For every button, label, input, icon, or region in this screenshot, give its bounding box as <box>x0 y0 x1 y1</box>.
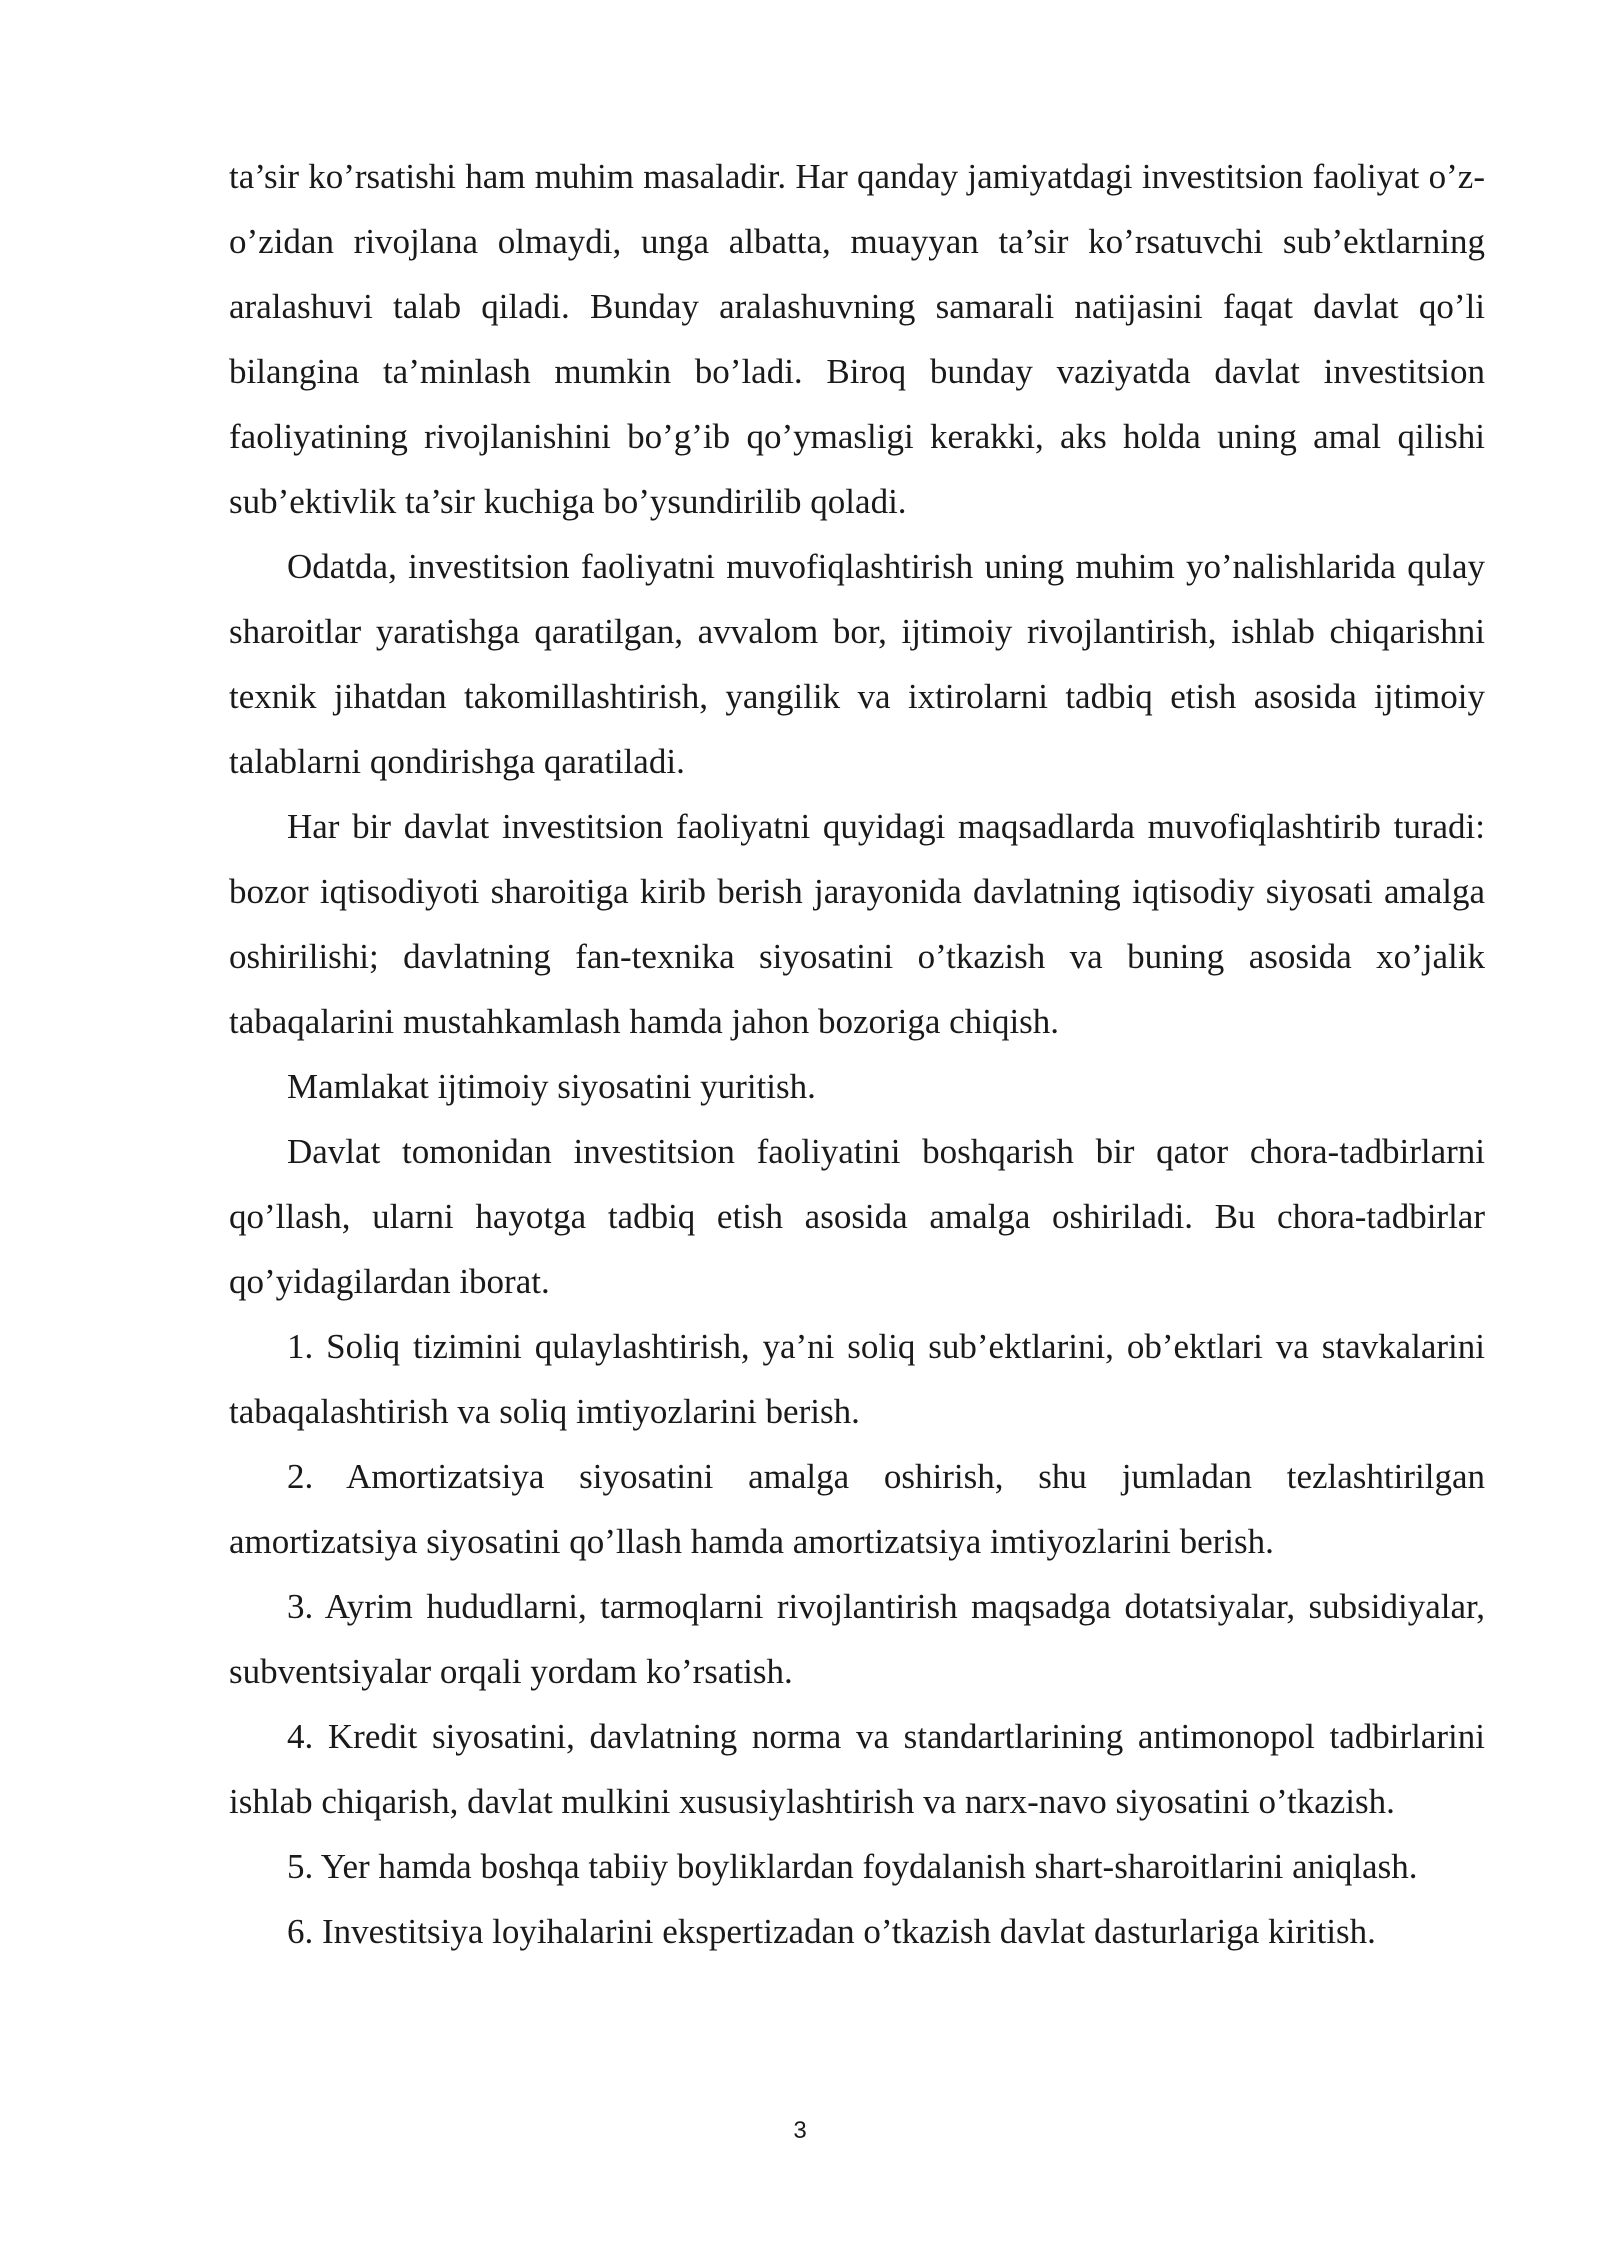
document-body <box>229 144 1485 1964</box>
list-item-tax: 1. Soliq tizimini qulaylashtirish, ya’ni soliq sub’ektlarini, ob’ektlari va stavkalarini tabaqalashtirish va soliq imtiyozlarini berish. <box>229 1327 1485 1431</box>
page-number: 3 <box>793 2117 807 2144</box>
list-item-credit-policy: 4. Kredit siyosatini, davlatning norma va standartlarining antimonopol tadbirlarini ishlab chiqarish, davlat mulkini xususiylashtirish va narx-navo siyosatini o’tkazish. <box>229 1717 1485 1821</box>
list-item-natural-resources: 5. Yer hamda boshqa tabiiy boyliklardan foydalanish shart-sharoitlarini aniqlash. <box>287 1847 1418 1886</box>
list-item-amortization: 2. Amortizatsiya siyosatini amalga oshirish, shu jumladan tezlashtirilgan amortizatsiya siyosatini qo’llash hamda amortizatsiya imtiyozlarini berish. <box>229 1457 1485 1561</box>
paragraph-continuation: ta’sir ko’rsatishi ham muhim masaladir. Har qanday jamiyatdagi investitsion faoliyat o’z-o’zidan rivojlana olmaydi, unga albatta, muayyan ta’sir ko’rsatuvchi sub’ektlarning aralashuvi talab qiladi. Bunday aralashuvning samarali natijasini faqat davlat qo’li bilangina ta’minlash mumkin bo’ladi. Biroq bunday vaziyatda davlat investitsion faoliyatining rivojlanishini bo’g’ib qo’ymasligi kerakki, aks holda uning amal qilishi sub’ektivlik ta’sir kuchiga bo’ysundirilib qoladi. <box>229 157 1485 521</box>
paragraph-measures-intro: Davlat tomonidan investitsion faoliyatini boshqarish bir qator chora-tadbirlarni qo’llash, ularni hayotga tadbiq etish asosida amalga oshiriladi. Bu chora-tadbirlar qo’yidagilardan iborat. <box>229 1132 1485 1301</box>
paragraph-coordination: Odatda, investitsion faoliyatni muvofiqlashtirish uning muhim yo’nalishlarida qulay sharoitlar yaratishga qaratilgan, avvalom bor, ijtimoiy rivojlantirish, ishlab chiqarishni texnik jihatdan takomillashtirish, yangilik va ixtirolarni tadbiq etish asosida ijtimoiy talablarni qondirishga qaratiladi. <box>229 547 1485 781</box>
paragraph-state-goals: Har bir davlat investitsion faoliyatni quyidagi maqsadlarda muvofiqlashtirib turadi: bozor iqtisodiyoti sharoitiga kirib berish jarayonida davlatning iqtisodiy siyosati amalga oshirilishi; davlatning fan-texnika siyosatini o’tkazish va buning asosida xo’jalik tabaqalarini mustahkamlash hamda jahon bozoriga chiqish. <box>229 807 1485 1041</box>
paragraph-social-policy: Mamlakat ijtimoiy siyosatini yuritish. <box>287 1067 816 1106</box>
list-item-subsidies: 3. Ayrim hududlarni, tarmoqlarni rivojlantirish maqsadga dotatsiyalar, subsidiyalar, subventsiyalar orqali yordam ko’rsatish. <box>229 1587 1485 1691</box>
list-item-project-expertise: 6. Investitsiya loyihalarini ekspertizadan o’tkazish davlat dasturlariga kiritish. <box>287 1912 1376 1951</box>
